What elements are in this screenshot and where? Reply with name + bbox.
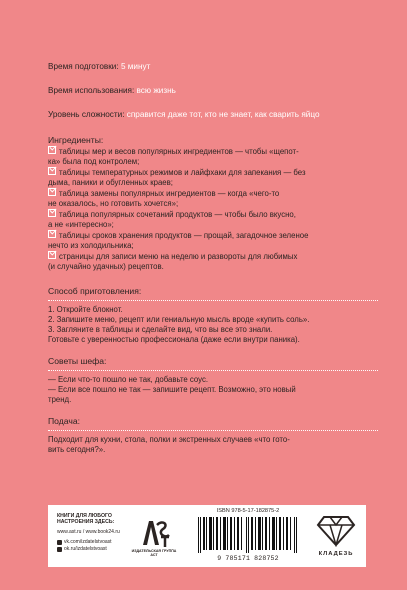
- ingredient-item: таблица популярных сочетаний продуктов — чтобы было вкусно,: [48, 209, 378, 220]
- serving-title: Подача:: [48, 415, 81, 426]
- difficulty-value: справится даже тот, кто не знает, как сварить яйцо: [126, 110, 320, 120]
- checkbox-icon: [48, 188, 56, 196]
- prep-value: 5 минут: [120, 62, 151, 71]
- difficulty-label: Уровень сложности:: [48, 110, 125, 120]
- publisher-block: [48, 505, 366, 567]
- ingredients-list: [48, 146, 378, 272]
- prep-time-row: [48, 62, 378, 72]
- prep-label: Время подготовки:: [48, 62, 119, 71]
- ast-caption: ИЗДАТЕЛЬСКАЯ ГРУППА АСТ: [131, 549, 177, 558]
- cover-text: [48, 62, 378, 455]
- usage-time-row: [48, 86, 378, 96]
- tip-line: тренд.: [48, 394, 72, 404]
- tips-divider: [48, 370, 378, 371]
- isbn-text: ISBN 978-5-17-182875-2: [216, 508, 280, 514]
- ingredient-item: страницы для записи меню на неделю и развороты для любимых: [48, 251, 378, 262]
- ingredient-item-cont: дыма, паники и обугленных краев;: [48, 177, 173, 187]
- tip-line: — Если все пошло не так — запишите рецепт. Возможно, это новый: [48, 384, 296, 394]
- ingredient-item-cont: (и случайно удачных) рецептов.: [48, 261, 164, 271]
- usage-label: Время использования:: [48, 86, 135, 96]
- ingredient-item: таблицы сроков хранения продуктов — прощай, загадочное зеленое: [48, 230, 378, 241]
- ingredient-item-cont: не оказалось, но готовить хочется»;: [48, 198, 179, 208]
- tips-title: Советы шефа:: [48, 355, 107, 366]
- method-note: Готовьте с уверенностью профессионала (даже если внутри паника).: [48, 334, 300, 344]
- checkbox-icon: [48, 167, 56, 175]
- books-heading: КНИГИ ДЛЯ ЛЮБОГО НАСТРОЕНИЯ ЗДЕСЬ:: [57, 513, 115, 526]
- checkbox-icon: [48, 146, 56, 154]
- checkbox-icon: [48, 230, 56, 238]
- ingredient-item-cont: нечто из холодильника;: [48, 240, 134, 250]
- method-step: 3. Загляните в таблицы и сделайте вид, что вы все это знали.: [48, 324, 273, 334]
- method-divider: [48, 300, 378, 301]
- publisher-links: [57, 513, 127, 552]
- barcode-icon: [196, 517, 300, 553]
- vk-icon: [57, 540, 62, 545]
- serving-line: вить сегодня?».: [48, 444, 106, 454]
- kladez-label: КЛАДЕЗЬ: [318, 551, 354, 557]
- site-links[interactable]: www.ast.ru / www.book24.ru: [57, 529, 120, 536]
- checkbox-icon: [48, 209, 56, 217]
- barcode-digits: 9 785171 828752: [217, 555, 279, 562]
- ok-link[interactable]: ok.ru/izdatelstvoast: [57, 546, 127, 552]
- ingredients-title: Ингредиенты:: [48, 134, 104, 145]
- serving-line: Подходит для кухни, стола, полки и экстренных случаев «что гото-: [48, 434, 290, 444]
- vk-link[interactable]: vk.com/izdatelstvoast: [57, 539, 127, 545]
- ingredient-item: таблицы мер и весов популярных ингредиентов — чтобы «щепот-: [48, 146, 378, 157]
- ingredient-item-cont: ка» была под контролем;: [48, 156, 140, 166]
- method-step: 1. Откройте блокнот.: [48, 304, 123, 314]
- difficulty-row: [48, 110, 378, 120]
- method-step: 2. Запишите меню, рецепт или гениальную мысль вроде «купить соль».: [48, 314, 310, 324]
- ingredient-item: таблица замены популярных ингредиентов — когда «чего-то: [48, 188, 378, 199]
- checkbox-icon: [48, 251, 56, 259]
- usage-value: всю жизнь: [136, 86, 176, 96]
- ingredient-item: таблицы температурных режимов и лайфхаки для запекания — без: [48, 167, 378, 178]
- tip-line: — Если что-то пошло не так, добавьте соус.: [48, 374, 209, 384]
- kladez-diamond-icon: [316, 513, 356, 547]
- method-title: Способ приготовления:: [48, 285, 142, 296]
- serving-divider: [48, 430, 378, 431]
- ok-icon: [57, 547, 62, 552]
- ingredient-item-cont: а не «интересно»;: [48, 219, 114, 229]
